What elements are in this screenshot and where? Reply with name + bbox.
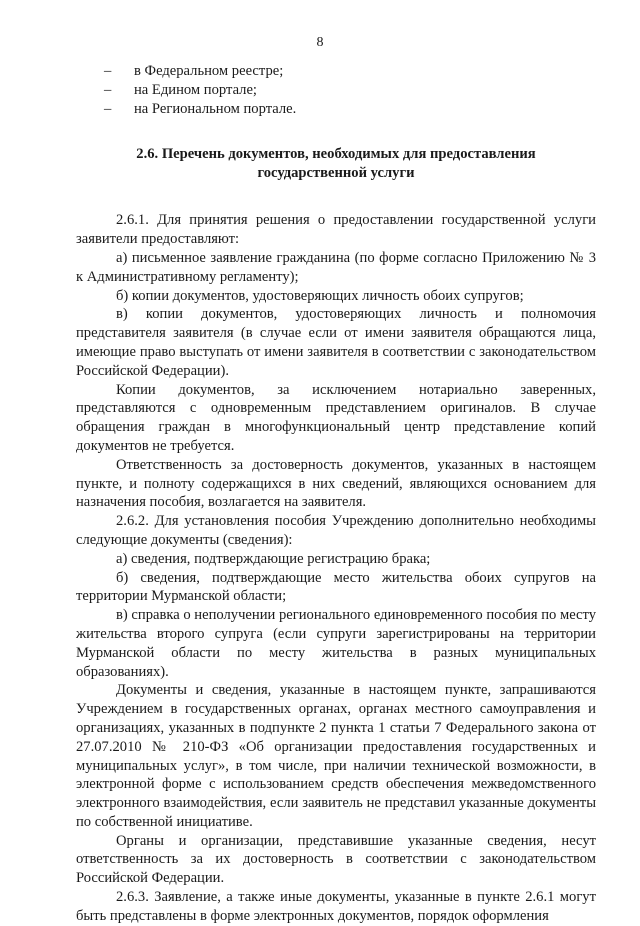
paragraph: 2.6.1. Для принятия решения о предоставлении государственной услуги заявители предоставляют: [76,212,596,248]
page-number: 8 [316,35,324,50]
bullet-dash: – [104,81,112,98]
paragraph: в) копии документов, удостоверяющих личность и полномочия представителя заявителя (в случае если от имени заявителя обращаются лица, имеющие право выступать от имени заявителя в соответствии с законодательством Российской Федерации). [76,306,596,379]
paragraph: а) сведения, подтверждающие регистрацию брака; [116,550,431,567]
paragraph: Копии документов, за исключением нотариально заверенных, представляются с одновременным представлением оригиналов. В случае обращения граждан в многофункциональный центр представление копий документов не требуется. [76,381,596,454]
bullet-dash: – [104,63,112,79]
paragraph: Документы и сведения, указанные в настоящем пункте, запрашиваются Учреждением в государственных органах, органах местного самоуправления и организациях, указанных в подпункте 2 пункта 1 статьи 7 Федерального закона от 27.07.2010 № 210-ФЗ «Об организации предоставления государственных и муниципальных услуг», в том числе, при наличии технической возможности, в электронной форме с использованием средств обеспечения межведомственного электронного взаимодействия, если заявитель не представил указанные документы по собственной инициативе. [76,682,596,830]
page-content [76,62,596,926]
paragraph: 2.6.3. Заявление, а также иные документы, указанные в пункте 2.6.1 могут быть представлены в форме электронных документов, порядок оформления [76,889,596,924]
bullet-text: на Региональном портале. [134,100,297,117]
paragraph: Ответственность за достоверность документов, указанных в настоящем пункте, и полноту содержащихся в них сведений, являющихся основанием для назначения пособия, возлагается на заявителя. [76,456,596,511]
bullet-text: в Федеральном реестре; [134,63,284,79]
bullet-dash: – [104,100,112,117]
bullet-item [76,81,596,100]
bullet-text: на Едином портале; [134,81,257,98]
bullet-list [76,62,596,118]
section-heading: 2.6. Перечень документов, необходимых для предоставления государственной услуги [136,146,536,181]
paragraph: Органы и организации, представившие указанные сведения, несут ответственность за их достоверность в соответствии с законодательством Российской Федерации. [76,832,596,887]
bullet-item [76,62,596,81]
paragraph: б) копии документов, удостоверяющих личность обоих супругов; [116,287,524,304]
paragraph: 2.6.2. Для установления пособия Учреждению дополнительно необходимы следующие документы (сведения): [76,513,596,548]
paragraph: в) справка о неполучении регионального единовременного пособия по месту жительства второго супруга (если супруги зарегистрированы на территории Мурманской области по месту жительства в разных муниципальных образованиях). [76,607,596,680]
bullet-item [76,100,596,119]
paragraph: б) сведения, подтверждающие место жительства обоих супругов на территории Мурманской области; [76,569,596,605]
paragraph: а) письменное заявление гражданина (по форме согласно Приложению № 3 к Административному регламенту); [76,249,596,285]
